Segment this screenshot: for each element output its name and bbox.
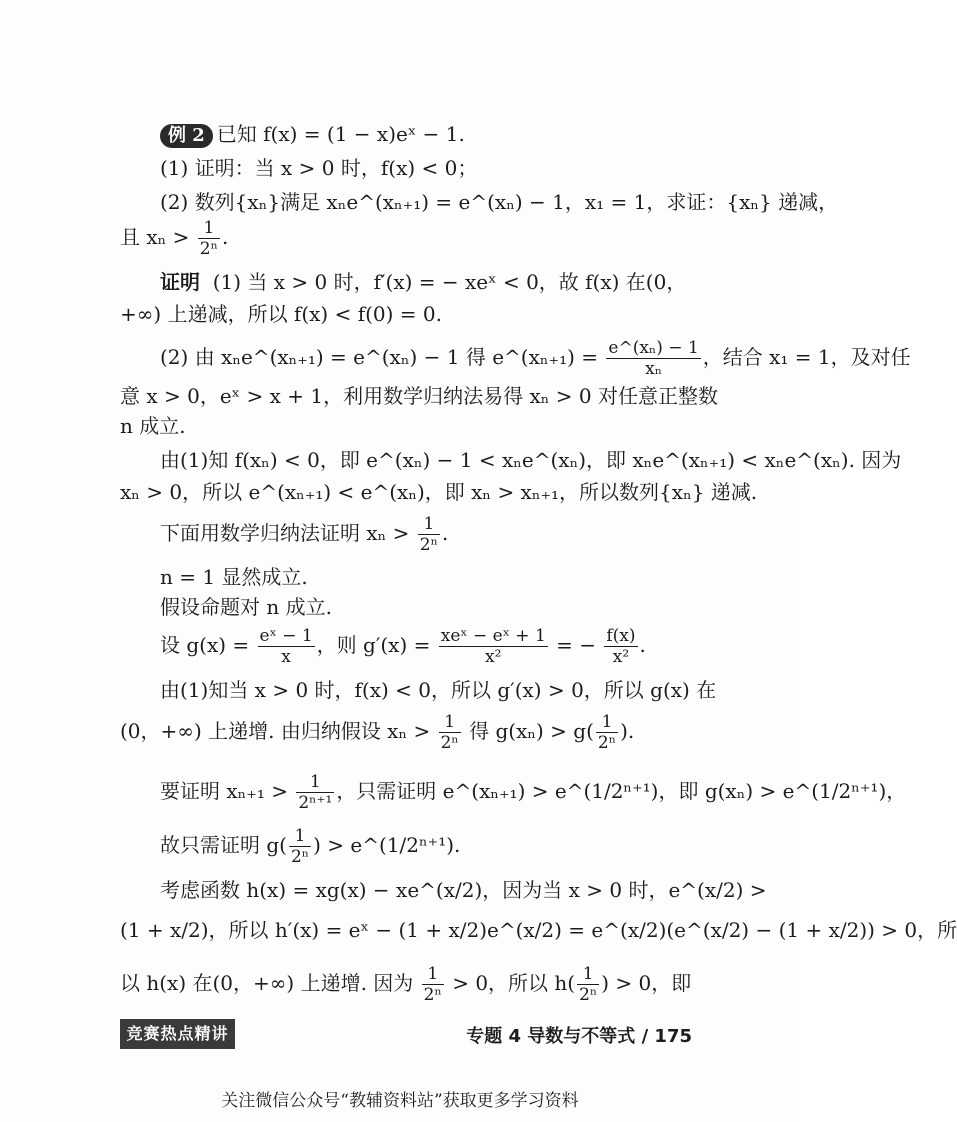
proof-line-10: 假设命题对 n 成立. <box>160 595 332 619</box>
page-header-chapter: 专题 4 导数与不等式 / 175 <box>466 1026 692 1047</box>
proof-line-11: 设 g(x) = $\frac{\text{eˣ − 1}}{x}$ ，则 g′(x) = $\frac{\text{xeˣ − eˣ + 1}}{\text{x²}}$ = − $\frac{f(x)}{\text{x²}}$ . <box>160 626 646 667</box>
footer-note: 关注微信公众号“教辅资料站”获取更多学习资料 <box>221 1091 579 1111</box>
proof-line-1: 证明 (1) 当 x > 0 时，f′(x) = − xeˣ < 0，故 f(x) 在(0， <box>160 270 687 294</box>
proof-line-18: 以 h(x) 在(0，+∞) 上递增. 因为 $\frac{1}{\text{2ⁿ}}$ > 0，所以 h( $\frac{1}{\text{2ⁿ}}$ ) > 0，即 <box>120 964 692 1005</box>
proof-line-15: 故只需证明 g( $\frac{1}{\text{2ⁿ}}$ ) > e^(1/2ⁿ⁺¹). <box>160 826 461 867</box>
proof-line-2: +∞) 上递减，所以 f(x) < f(0) = 0. <box>120 302 442 326</box>
proof-line-12: 由(1)知当 x > 0 时，f(x) < 0，所以 g′(x) > 0，所以 g(x) 在 <box>160 678 717 702</box>
example-part2: (2) 数列{xₙ}满足 xₙe^(xₙ₊₁) = e^(xₙ) − 1，x₁ = 1，求证：{xₙ} 递减， <box>160 190 839 214</box>
example-part2-cont: 且 xₙ > $\frac{1}{\text{2ⁿ}}$ . <box>120 218 229 259</box>
proof-line-8: 下面用数学归纳法证明 xₙ > $\frac{1}{\text{2ⁿ}}$ . <box>160 514 449 555</box>
example-badge: 例 2 <box>160 124 213 148</box>
proof-line-6: 由(1)知 f(xₙ) < 0，即 e^(xₙ) − 1 < xₙe^(xₙ)，即 xₙe^(xₙ₊₁) < xₙe^(xₙ). 因为 <box>160 448 902 472</box>
proof-line-7: xₙ > 0，所以 e^(xₙ₊₁) < e^(xₙ)，即 xₙ > xₙ₊₁，所以数列{xₙ} 递减. <box>120 480 758 504</box>
proof-line-5: n 成立. <box>120 414 186 438</box>
proof-line-3: (2) 由 xₙe^(xₙ₊₁) = e^(xₙ) − 1 得 e^(xₙ₊₁) = $\frac{\text{e\textasciicircum{}(xₙ) − 1}}{\text{xₙ}}$ ，结合 x₁ = 1，及对任 <box>160 338 911 379</box>
proof-line-17: (1 + x/2)，所以 h′(x) = eˣ − (1 + x/2)e^(x/2) = e^(x/2)(e^(x/2) − (1 + x/2)) > 0，所 <box>120 918 957 942</box>
proof-line-16: 考虑函数 h(x) = xg(x) − xe^(x/2)，因为当 x > 0 时，e^(x/2) > <box>160 878 767 902</box>
proof-label: 证明 <box>160 270 200 294</box>
proof-line-4: 意 x > 0，eˣ > x + 1，利用数学归纳法易得 xₙ > 0 对任意正整数 <box>120 384 718 408</box>
series-badge: 竞赛热点精讲 <box>120 1019 235 1049</box>
proof-line-13: (0，+∞) 上递增. 由归纳假设 xₙ > $\frac{1}{\text{2ⁿ}}$ 得 g(xₙ) > g( $\frac{1}{\text{2ⁿ}}$ ). <box>120 712 635 753</box>
example-part1: (1) 证明：当 x > 0 时，f(x) < 0； <box>160 156 478 180</box>
proof-line-14: 要证明 xₙ₊₁ > $\frac{1}{\text{2ⁿ⁺¹}}$ ，只需证明 e^(xₙ₊₁) > e^(1/2ⁿ⁺¹)，即 g(xₙ) > e^(1/2ⁿ⁺¹)， <box>160 772 907 813</box>
example-stem: 例 2 已知 f(x) = (1 − x)eˣ − 1. <box>160 122 465 148</box>
proof-line-9: n = 1 显然成立. <box>160 565 308 589</box>
